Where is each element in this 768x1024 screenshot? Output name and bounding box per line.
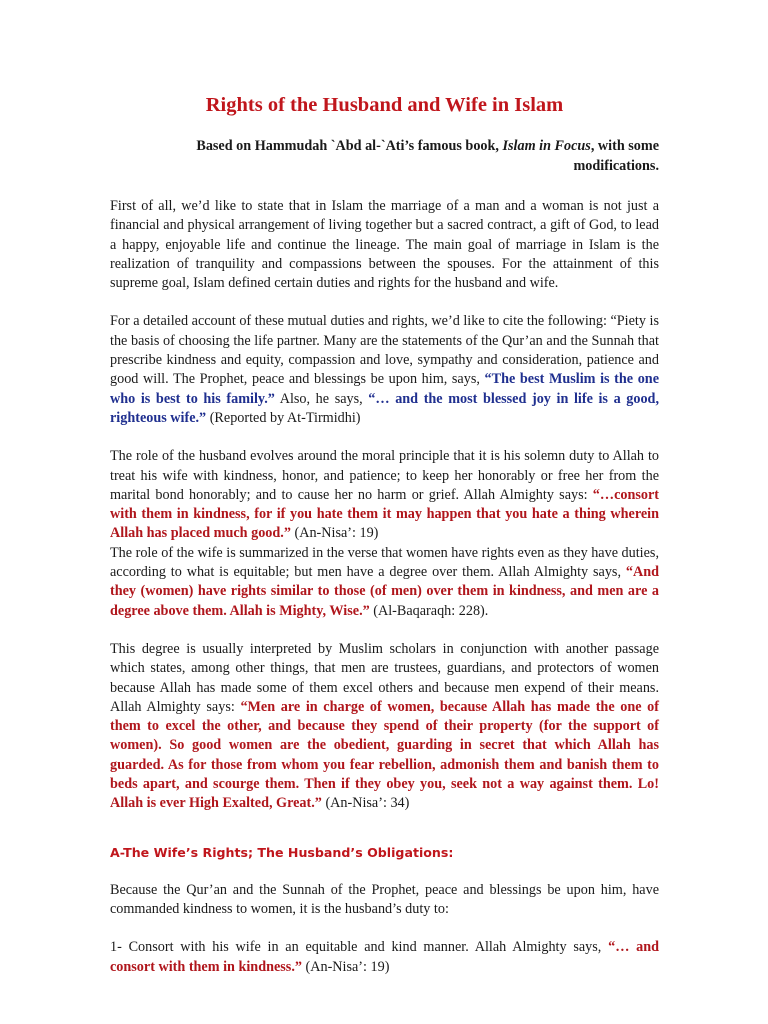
paragraph-wife-role	[110, 544, 659, 621]
hadith-quote: “The best Muslim is the one who is best to his family.”	[110, 371, 659, 407]
paragraph-text: The role of the husband evolves around the moral principle that it is his solemn duty to Allah to treat his wife with kindness, honor, and patience; to keep her honorably or free her from the marital bond honorably; and to cause her no harm or grief. Allah Almighty says:	[110, 448, 659, 503]
subtitle-text-end: , with some modifications.	[573, 138, 659, 174]
quran-quote: “And they (women) have rights similar to those (of men) over them in kindness, and men are a degree above them. Allah is Mighty, Wise.”	[110, 564, 659, 619]
subtitle-text: Based on Hammudah `Abd al-`Ati’s famous book,	[196, 138, 503, 154]
paragraph-husband-duty: Because the Qur’an and the Sunnah of the Prophet, peace and blessings be upon him, have commanded kindness to women, it is the husband’s duty to:	[110, 881, 659, 917]
document-title: Rights of the Husband and Wife in Islam	[205, 94, 564, 116]
paragraph-obligation-1	[110, 938, 659, 977]
paragraph-mutual-duties	[110, 312, 659, 428]
paragraph-degree	[110, 640, 659, 814]
paragraph-intro: First of all, we’d like to state that in Islam the marriage of a man and a woman is not just a financial and physical arrangement of living together but a sacred contract, a gift of God, to lead a happy, enjoyable life and continue the lineage. The main goal of marriage in Islam is the realization of tranquility and compassions between the spouses. For the attainment of this supreme goal, Islam defined certain duties and rights for the husband and wife.	[110, 198, 659, 292]
paragraph-text: Also, he says,	[274, 390, 369, 407]
paragraph-text: The role of the wife is summarized in the verse that women have rights even as they have duties, according to what is equitable; but men have a degree over them. Allah Almighty says,	[110, 544, 659, 581]
citation: (An-Nisa’: 19)	[301, 958, 390, 975]
quran-quote: “… and consort with them in kindness.”	[110, 939, 660, 975]
paragraph-husband-role	[110, 447, 659, 543]
section-heading: A-The Wife’s Rights; The Husband’s Obligations:	[110, 844, 454, 860]
book-title: Islam in Focus	[502, 138, 591, 154]
citation: (Reported by At-Tirmidhi)	[206, 409, 361, 426]
quran-quote: “Men are in charge of women, because Allah has made the one of them to excel the other, and because they spend of their property (for the support of women). So good women are the obedient, guarding in secret that which Allah has guarded. As for those from whom you fear rebellion, admonish them and banish them to beds apart, and scourge them. Then if they obey you, seek not a way against them. Lo! Allah is ever High Exalted, Great.”	[110, 698, 659, 812]
citation: (Al-Baqaraqh: 228).	[369, 602, 489, 619]
citation: (An-Nisa’: 34)	[321, 795, 410, 812]
paragraph-text: For a detailed account of these mutual duties and rights, we’d like to cite the following: “Piety is the basis of choosing the life partner. Many are the statements of the Qur’an and the Sunnah that prescribe kindness and equity, compassion and love, sympathy and consideration, patience and good will. The Prophet, peace and blessings be upon him, says,	[110, 313, 659, 388]
citation: (An-Nisa’: 19)	[290, 525, 379, 542]
quran-quote: “…consort with them in kindness, for if you hate them it may happen that you hate a thing wherein Allah has placed much good.”	[110, 486, 659, 542]
paragraph-text: This degree is usually interpreted by Muslim scholars in conjunction with another passage which states, among other things, that men are trustees, guardians, and protectors of women because Allah has made some of them excel others and because men expend of their means. Allah Almighty says:	[110, 640, 659, 715]
paragraph-text: 1- Consort with his wife in an equitable and kind manner. Allah Almighty says,	[110, 939, 609, 956]
hadith-quote: “… and the most blessed joy in life is a good, righteous wife.”	[110, 390, 659, 426]
document-subtitle	[110, 136, 659, 176]
